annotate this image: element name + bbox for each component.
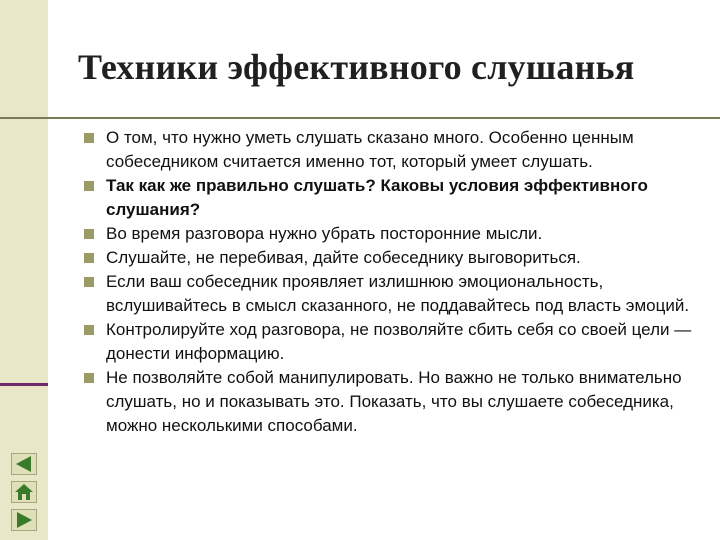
bullet-text: Во время разговора нужно убрать посторонние мысли. <box>106 224 543 243</box>
square-bullet-icon <box>84 277 94 287</box>
slide-title: Техники эффективного слушанья <box>78 47 635 87</box>
bullet-text: Так как же правильно слушать? Каковы условия эффективного слушания? <box>106 176 648 219</box>
previous-slide-button[interactable] <box>11 453 37 475</box>
square-bullet-icon <box>84 133 94 143</box>
bullet-item <box>82 174 702 222</box>
square-bullet-icon <box>84 253 94 263</box>
bullet-item <box>82 318 702 366</box>
bullet-item <box>82 126 702 174</box>
arrow-left-icon <box>12 454 36 474</box>
sidebar-accent-line <box>0 383 48 386</box>
square-bullet-icon <box>84 373 94 383</box>
next-slide-button[interactable] <box>11 509 37 531</box>
bullet-text: Если ваш собеседник проявляет излишнюю эмоциональность, вслушивайтесь в смысл сказанного, не поддавайтесь под власть эмоций. <box>106 272 690 315</box>
bullet-item <box>82 222 702 246</box>
bullet-text: Слушайте, не перебивая, дайте собеседнику выговориться. <box>106 248 581 267</box>
bullet-list <box>82 126 702 438</box>
square-bullet-icon <box>84 229 94 239</box>
bullet-text: Контролируйте ход разговора, не позволяйте сбить себя со своей цели — донести информацию. <box>106 320 692 363</box>
bullet-text: Не позволяйте собой манипулировать. Но важно не только внимательно слушать, но и показывать это. Показать, что вы слушаете собеседника, можно несколькими способами. <box>106 368 682 435</box>
home-icon <box>12 482 36 502</box>
bullet-item <box>82 270 702 318</box>
bullet-item <box>82 246 702 270</box>
arrow-right-icon <box>12 510 36 530</box>
bullet-item <box>82 366 702 438</box>
bullet-text: О том, что нужно уметь слушать сказано много. Особенно ценным собеседником считается именно тот, который умеет слушать. <box>106 128 634 171</box>
square-bullet-icon <box>84 181 94 191</box>
title-divider <box>0 117 720 119</box>
square-bullet-icon <box>84 325 94 335</box>
home-button[interactable] <box>11 481 37 503</box>
